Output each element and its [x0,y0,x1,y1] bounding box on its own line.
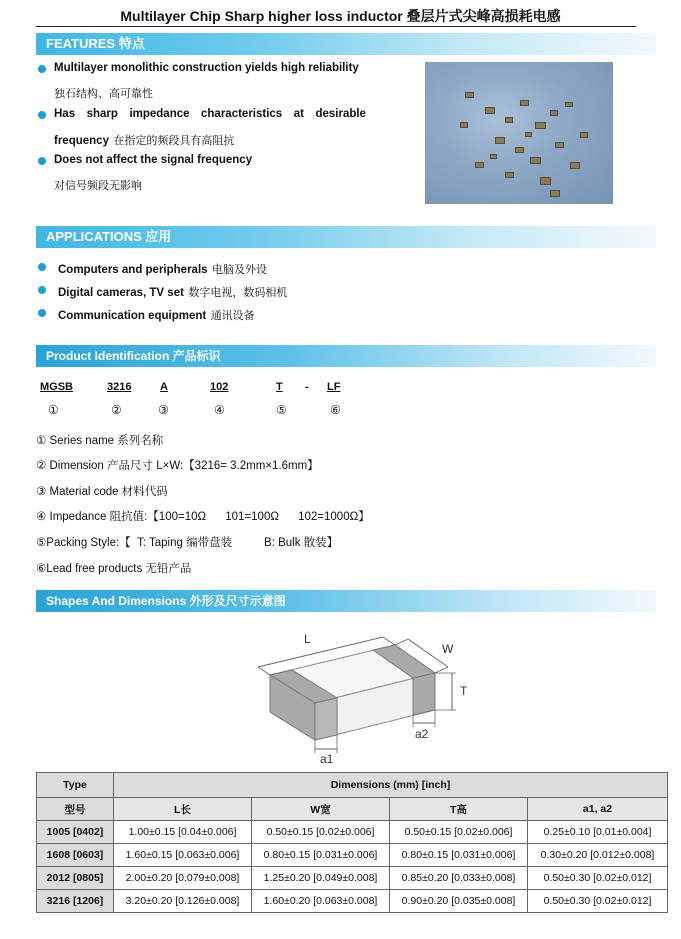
table-cell: 0.50±0.30 [0.02±0.012] [528,890,668,913]
type-cell: 3216 [1206] [37,890,114,913]
label-L: L [304,632,311,646]
marker-5: ⑤ [276,403,287,417]
marker-4: ④ [214,403,225,417]
application-3 [58,306,255,324]
type-cell: 1005 [0402] [37,821,114,844]
table-cell: 0.30±0.20 [0.012±0.008] [528,844,668,867]
type-header-cn: 型号 [37,798,114,821]
table-cell: 0.90±0.20 [0.035±0.008] [390,890,528,913]
bullet-icon [38,157,46,165]
pid-line-3: ③ Material code 材料代码 [36,486,168,498]
column-header: a1, a2 [528,798,668,821]
word: at [293,108,304,120]
table-cell: 1.60±0.15 [0.063±0.006] [114,844,252,867]
code-leadfree: LF [327,381,341,393]
column-header: L长 [114,798,252,821]
product-id-heading: Product Identification 产品标识 [36,345,656,367]
title-divider [36,26,636,27]
shapes-heading: Shapes And Dimensions 外形及尺寸示意图 [36,590,656,612]
application-2 [58,283,287,301]
bullet-icon [38,111,46,119]
product-photo [425,62,613,204]
label-a2: a2 [415,727,429,741]
table-cell: 0.80±0.15 [0.031±0.006] [390,844,528,867]
dimensions-table [36,772,668,913]
table-cell: 0.25±0.10 [0.01±0.004] [528,821,668,844]
table-cell: 1.25±0.20 [0.049±0.008] [252,867,390,890]
word: Has [54,108,76,120]
label-W: W [442,642,454,656]
marker-3: ③ [158,403,169,417]
table-row [37,867,668,890]
feature-3-en: Does not affect the signal frequency [54,154,253,166]
application-3-cn: 通讯设备 [210,310,255,322]
table-cell: 2.00±0.20 [0.079±0.008] [114,867,252,890]
table-row [37,844,668,867]
application-1-cn: 电脑及外设 [212,264,267,276]
table-row [37,821,668,844]
type-cell: 2012 [0805] [37,867,114,890]
table-cell: 0.50±0.15 [0.02±0.006] [390,821,528,844]
feature-2-en2: frequency [54,135,109,147]
application-2-cn: 数字电视，数码相机 [188,287,288,299]
feature-2-line2 [54,131,234,149]
column-header: T高 [390,798,528,821]
table-cell: 1.60±0.20 [0.063±0.008] [252,890,390,913]
word: sharp [86,108,118,120]
bullet-icon [38,65,46,73]
chip-dimension-diagram [240,625,480,765]
code-dash: - [305,381,309,393]
application-1-en: Computers and peripherals [58,264,208,276]
table-cell: 3.20±0.20 [0.126±0.008] [114,890,252,913]
marker-6: ⑥ [330,403,341,417]
table-cell: 0.50±0.15 [0.02±0.006] [252,821,390,844]
applications-heading: APPLICATIONS 应用 [36,226,656,248]
feature-1-cn: 独石结构、高可靠性 [54,88,153,100]
features-heading: FEATURES 特点 [36,33,656,55]
feature-1-en: Multilayer monolithic construction yields high reliability [54,62,359,74]
code-material: A [160,381,168,393]
feature-3-cn: 对信号频段无影响 [54,180,142,192]
table-cell: 0.50±0.30 [0.02±0.012] [528,867,668,890]
page-title: Multilayer Chip Sharp higher loss inductor 叠层片式尖峰高损耗电感 [120,8,561,24]
word: impedance [129,108,190,120]
application-2-en: Digital cameras, TV set [58,287,184,299]
table-cell: 1.00±0.15 [0.04±0.006] [114,821,252,844]
code-dimension: 3216 [107,381,132,393]
table-cell: 0.85±0.20 [0.033±0.008] [390,867,528,890]
word: desirable [315,108,366,120]
code-impedance: 102 [210,381,229,393]
type-header: Type [37,773,114,798]
bullet-icon [38,309,46,317]
label-a1: a1 [320,752,334,765]
table-row [37,890,668,913]
pid-line-2: ② Dimension 产品尺寸 L×W:【3216= 3.2mm×1.6mm】 [36,460,319,472]
code-series: MGSB [40,381,73,393]
bullet-icon [38,286,46,294]
pid-line-1: ① Series name 系列名称 [36,435,164,447]
marker-1: ① [48,403,59,417]
feature-2-cn: 在指定的频段具有高阻抗 [113,135,235,147]
word: characteristics [201,108,283,120]
label-T: T [460,684,468,698]
feature-2-en [54,108,366,120]
bullet-icon [38,263,46,271]
marker-2: ② [111,403,122,417]
pid-line-5: ⑤Packing Style:【 T: Taping 编带盘装 B: Bulk 散装】 [36,537,339,549]
column-header: W宽 [252,798,390,821]
table-cell: 0.80±0.15 [0.031±0.006] [252,844,390,867]
application-1 [58,260,267,278]
application-3-en: Communication equipment [58,310,207,322]
type-cell: 1608 [0603] [37,844,114,867]
pid-line-4: ④ Impedance 阻抗值:【100=10Ω 101=100Ω 102=1000Ω】 [36,511,370,523]
dimensions-header: Dimensions (mm) [inch] [114,773,668,798]
code-packing: T [276,381,283,393]
pid-line-6: ⑥Lead free products 无铅产品 [36,563,192,575]
